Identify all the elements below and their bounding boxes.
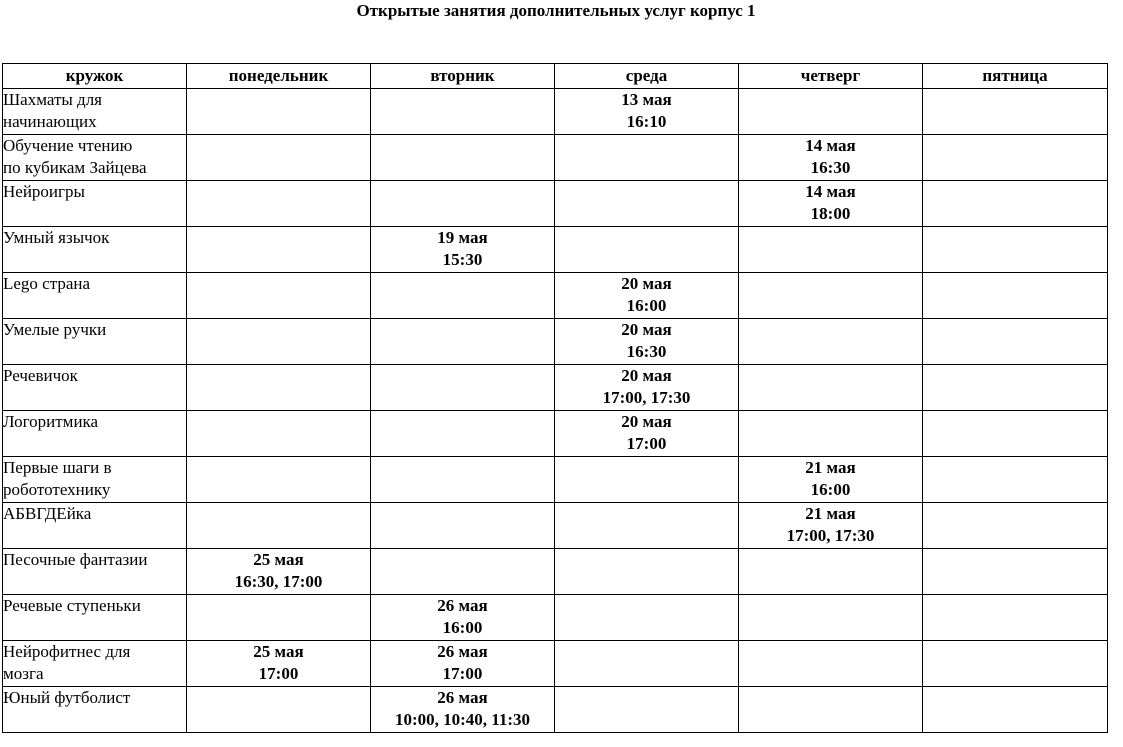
- session-date: 20 мая: [621, 412, 672, 431]
- club-name-line: Lego страна: [3, 274, 91, 293]
- club-name-cell: [3, 457, 187, 503]
- schedule-cell-tuesday: [371, 135, 555, 181]
- club-name-line: Умный язычок: [3, 228, 110, 247]
- schedule-cell-wednesday: [555, 595, 739, 641]
- club-name-line: Обучение чтению: [3, 136, 133, 155]
- session-times: 16:00: [810, 480, 851, 499]
- schedule-cell-thursday: [739, 135, 923, 181]
- schedule-cell-tuesday: [371, 89, 555, 135]
- club-name-cell: [3, 89, 187, 135]
- session-times: 18:00: [810, 204, 851, 223]
- session-date: 21 мая: [805, 458, 856, 477]
- schedule-cell-monday: [187, 641, 371, 687]
- schedule-cell-thursday: [739, 411, 923, 457]
- table-row: [3, 687, 1108, 733]
- schedule-cell-thursday: [739, 687, 923, 733]
- table-row: [3, 273, 1108, 319]
- table-row: [3, 641, 1108, 687]
- club-name-cell: [3, 273, 187, 319]
- club-name-line: по кубикам Зайцева: [3, 158, 147, 177]
- schedule-cell-thursday: [739, 181, 923, 227]
- club-name-line: Речевичок: [3, 366, 78, 385]
- session-times: 16:00: [626, 296, 667, 315]
- schedule-cell-monday: [187, 89, 371, 135]
- table-row: [3, 549, 1108, 595]
- schedule-cell-wednesday: [555, 549, 739, 595]
- club-name-line: начинающих: [3, 112, 97, 131]
- schedule-cell-friday: [923, 411, 1108, 457]
- table-row: [3, 503, 1108, 549]
- schedule-cell-thursday: [739, 595, 923, 641]
- schedule-cell-tuesday: [371, 365, 555, 411]
- club-name-line: Юный футболист: [3, 688, 131, 707]
- schedule-cell-tuesday: [371, 273, 555, 319]
- session-times: 15:30: [442, 250, 483, 269]
- session-times: 17:00: [258, 664, 299, 683]
- schedule-cell-wednesday: [555, 411, 739, 457]
- club-name-line: АБВГДЕйка: [3, 504, 92, 523]
- schedule-cell-friday: [923, 135, 1108, 181]
- club-name-cell: [3, 595, 187, 641]
- schedule-cell-monday: [187, 319, 371, 365]
- table-row: [3, 595, 1108, 641]
- table-row: [3, 319, 1108, 365]
- session-date: 20 мая: [621, 274, 672, 293]
- schedule-cell-tuesday: [371, 319, 555, 365]
- session-date: 25 мая: [253, 642, 304, 661]
- table-row: [3, 411, 1108, 457]
- club-name-cell: [3, 365, 187, 411]
- schedule-cell-thursday: [739, 457, 923, 503]
- table-row: [3, 227, 1108, 273]
- session-date: 26 мая: [437, 596, 488, 615]
- schedule-cell-friday: [923, 503, 1108, 549]
- club-name-cell: [3, 319, 187, 365]
- session-date: 21 мая: [805, 504, 856, 523]
- club-name-line: Шахматы для: [3, 90, 102, 109]
- session-date: 25 мая: [253, 550, 304, 569]
- schedule-cell-wednesday: [555, 687, 739, 733]
- schedule-cell-wednesday: [555, 319, 739, 365]
- schedule-cell-friday: [923, 549, 1108, 595]
- schedule-cell-thursday: [739, 549, 923, 595]
- club-name-line: Песочные фантазии: [3, 550, 148, 569]
- schedule-cell-wednesday: [555, 457, 739, 503]
- schedule-cell-wednesday: [555, 273, 739, 319]
- schedule-cell-tuesday: [371, 595, 555, 641]
- session-times: 10:00, 10:40, 11:30: [394, 710, 531, 729]
- schedule-cell-monday: [187, 687, 371, 733]
- schedule-cell-thursday: [739, 89, 923, 135]
- schedule-cell-tuesday: [371, 503, 555, 549]
- club-name-line: Речевые ступеньки: [3, 596, 141, 615]
- page-title: Открытые занятия дополнительных услуг корпус 1: [356, 1, 756, 20]
- column-header-wednesday: среда: [555, 64, 739, 89]
- club-name-cell: [3, 641, 187, 687]
- session-times: 16:10: [626, 112, 667, 131]
- schedule-cell-friday: [923, 687, 1108, 733]
- club-name-line: Нейроигры: [3, 182, 85, 201]
- schedule-cell-friday: [923, 595, 1108, 641]
- schedule-cell-wednesday: [555, 365, 739, 411]
- schedule-cell-monday: [187, 273, 371, 319]
- schedule-cell-tuesday: [371, 687, 555, 733]
- schedule-cell-friday: [923, 227, 1108, 273]
- schedule-cell-wednesday: [555, 503, 739, 549]
- column-header-tuesday: вторник: [371, 64, 555, 89]
- table-row: [3, 89, 1108, 135]
- schedule-cell-thursday: [739, 227, 923, 273]
- schedule-cell-friday: [923, 89, 1108, 135]
- club-name-line: Первые шаги в: [3, 458, 112, 477]
- header-row: [3, 64, 1108, 89]
- session-times: 17:00, 17:30: [602, 388, 691, 407]
- club-name-line: Умелые ручки: [3, 320, 107, 339]
- schedule-cell-tuesday: [371, 411, 555, 457]
- column-header-friday: пятница: [923, 64, 1108, 89]
- schedule-cell-monday: [187, 457, 371, 503]
- club-name-cell: [3, 687, 187, 733]
- table-row: [3, 457, 1108, 503]
- schedule-cell-wednesday: [555, 89, 739, 135]
- schedule-cell-tuesday: [371, 181, 555, 227]
- schedule-cell-monday: [187, 549, 371, 595]
- club-name-line: мозга: [3, 664, 44, 683]
- schedule-cell-monday: [187, 135, 371, 181]
- session-times: 17:00: [626, 434, 667, 453]
- schedule-cell-friday: [923, 181, 1108, 227]
- club-name-cell: [3, 181, 187, 227]
- club-name-cell: [3, 411, 187, 457]
- schedule-cell-thursday: [739, 503, 923, 549]
- club-name-line: Нейрофитнес для: [3, 642, 131, 661]
- club-name-line: робототехнику: [3, 480, 111, 499]
- club-name-cell: [3, 227, 187, 273]
- table-row: [3, 135, 1108, 181]
- schedule-cell-monday: [187, 503, 371, 549]
- schedule-cell-thursday: [739, 641, 923, 687]
- schedule-cell-monday: [187, 181, 371, 227]
- column-header-thursday: четверг: [739, 64, 923, 89]
- schedule-cell-tuesday: [371, 457, 555, 503]
- session-times: 16:30: [626, 342, 667, 361]
- schedule-cell-wednesday: [555, 641, 739, 687]
- session-date: 20 мая: [621, 366, 672, 385]
- session-times: 16:00: [442, 618, 483, 637]
- club-name-cell: [3, 503, 187, 549]
- session-date: 14 мая: [805, 136, 856, 155]
- schedule-cell-tuesday: [371, 549, 555, 595]
- schedule-cell-thursday: [739, 365, 923, 411]
- schedule-cell-friday: [923, 319, 1108, 365]
- column-header-club: кружок: [3, 64, 187, 89]
- session-date: 20 мая: [621, 320, 672, 339]
- club-name-line: Логоритмика: [3, 412, 99, 431]
- schedule-cell-tuesday: [371, 641, 555, 687]
- schedule-cell-thursday: [739, 319, 923, 365]
- table-row: [3, 365, 1108, 411]
- column-header-monday: понедельник: [187, 64, 371, 89]
- session-date: 19 мая: [437, 228, 488, 247]
- schedule-cell-wednesday: [555, 181, 739, 227]
- schedule-cell-monday: [187, 411, 371, 457]
- schedule-cell-tuesday: [371, 227, 555, 273]
- session-date: 13 мая: [621, 90, 672, 109]
- schedule-table: [2, 63, 1108, 733]
- schedule-cell-monday: [187, 365, 371, 411]
- table-row: [3, 181, 1108, 227]
- session-times: 16:30: [810, 158, 851, 177]
- schedule-cell-friday: [923, 273, 1108, 319]
- session-date: 26 мая: [437, 688, 488, 707]
- club-name-cell: [3, 549, 187, 595]
- session-times: 16:30, 17:00: [234, 572, 323, 591]
- schedule-cell-wednesday: [555, 227, 739, 273]
- schedule-cell-friday: [923, 365, 1108, 411]
- schedule-cell-friday: [923, 457, 1108, 503]
- session-times: 17:00, 17:30: [786, 526, 875, 545]
- schedule-cell-monday: [187, 595, 371, 641]
- schedule-cell-friday: [923, 641, 1108, 687]
- session-times: 17:00: [442, 664, 483, 683]
- session-date: 26 мая: [437, 642, 488, 661]
- schedule-cell-wednesday: [555, 135, 739, 181]
- club-name-cell: [3, 135, 187, 181]
- schedule-cell-thursday: [739, 273, 923, 319]
- schedule-cell-monday: [187, 227, 371, 273]
- session-date: 14 мая: [805, 182, 856, 201]
